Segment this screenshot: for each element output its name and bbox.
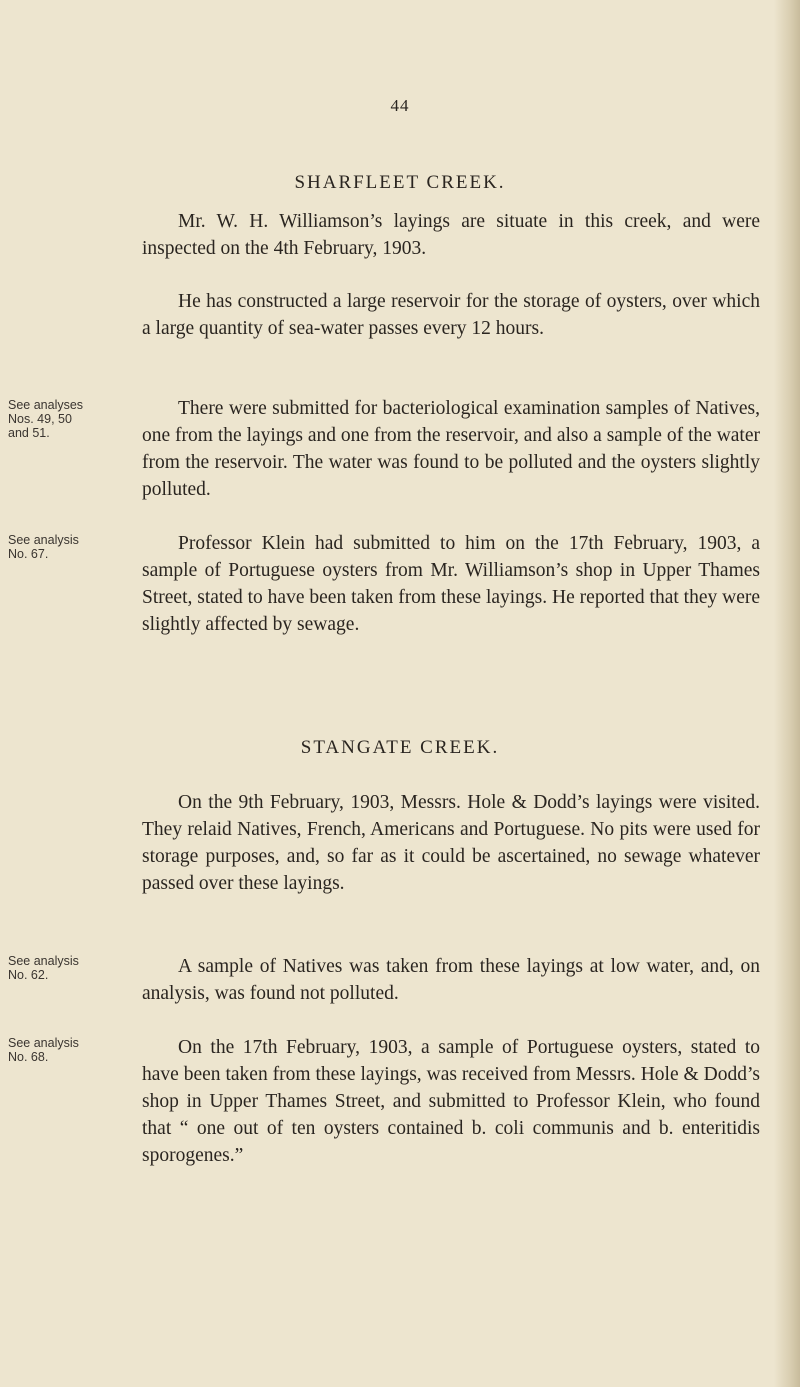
margin-note-line: See analysis xyxy=(8,954,79,968)
margin-note-line: No. 68. xyxy=(8,1050,49,1064)
paragraph-williamson-layings: Mr. W. H. Williamson’s layings are situate in this creek, and were inspected on the 4th February, 1903. xyxy=(142,211,760,259)
margin-note-line: and 51. xyxy=(8,426,50,440)
page-number: 44 xyxy=(390,96,410,115)
section-heading-stangate: STANGATE CREEK. xyxy=(300,737,500,758)
margin-note-line: See analyses xyxy=(8,398,84,412)
paragraph-portuguese-sample: On the 17th February, 1903, a sample of Portuguese oysters, stated to have been taken from these layings, was received from Messrs. Hole & Dodd’s shop in Upper Thames Street, and submitted to Professor Klein, who found that “ one out of ten oysters contained b. coli communis and b. enteritidis sporogenes.” xyxy=(142,1037,760,1166)
margin-note-line: No. 67. xyxy=(8,547,49,561)
paragraph-natives-sample: A sample of Natives was taken from these layings at low water, and, on analysis, was found not polluted. xyxy=(142,956,760,1004)
margin-note-line: No. 62. xyxy=(8,968,49,982)
paragraph-professor-klein: Professor Klein had submitted to him on the 17th February, 1903, a sample of Portuguese oysters from Mr. Williamson’s shop in Upper Thames Street, stated to have been taken from these layings. He reported that they were slightly affected by sewage. xyxy=(142,533,760,635)
paragraph-hole-dodd-layings: On the 9th February, 1903, Messrs. Hole & Dodd’s layings were visited. They relaid Natives, French, Americans and Portuguese. No pits were used for storage purposes, and, so far as it could be ascertained, no sewage whatever passed over these layings. xyxy=(142,792,760,894)
margin-note-analyses-49-50-51 xyxy=(8,398,88,440)
margin-note-line: See analysis xyxy=(8,533,79,547)
paragraph-bacteriological-examination: There were submitted for bacteriological examination samples of Natives, one from the layings and one from the reservoir, and also a sample of the water from the reservoir. The water was found to be polluted and the oysters slightly polluted. xyxy=(142,398,760,500)
margin-note-analysis-68 xyxy=(8,1036,88,1064)
page-edge-shadow xyxy=(774,0,800,1387)
margin-note-line: Nos. 49, 50 xyxy=(8,412,72,426)
margin-note-line: See analysis xyxy=(8,1036,79,1050)
margin-note-analysis-67 xyxy=(8,533,88,561)
section-heading-sharfleet: SHARFLEET CREEK. xyxy=(294,172,506,193)
margin-note-analysis-62 xyxy=(8,954,88,982)
paragraph-reservoir: He has constructed a large reservoir for the storage of oysters, over which a large quantity of sea-water passes every 12 hours. xyxy=(142,291,760,339)
